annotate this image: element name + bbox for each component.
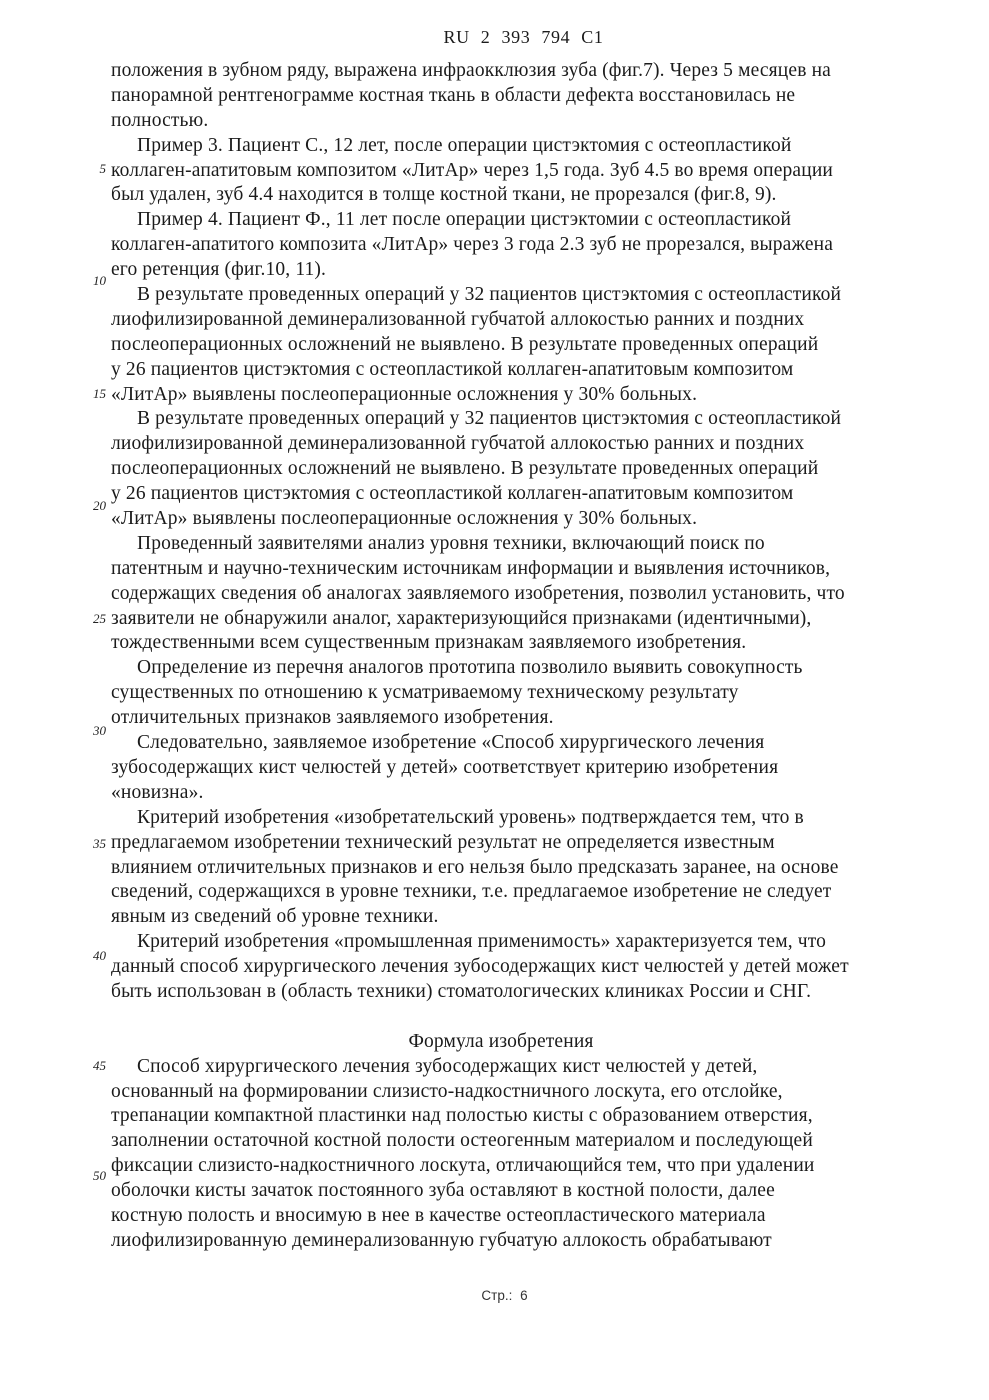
text-line: отличительных признаков заявляемого изобретения.	[111, 707, 554, 729]
claim-text-line: заполнении остаточной костной полости остеогенным материалом и последующей	[111, 1130, 813, 1152]
document-number: RU 2 393 794 C1	[443, 27, 604, 47]
text-line: послеоперационных осложнений не выявлено. В результате проведенных операций	[111, 458, 819, 480]
text-line: у 26 пациентов цистэктомия с остеопластикой коллаген-апатитовым композитом	[111, 358, 794, 380]
text-line: тождественными всем существенным признакам заявляемого изобретения.	[111, 632, 747, 654]
text-line: послеоперационных осложнений не выявлено. В результате проведенных операций	[111, 333, 819, 355]
text-line: влиянием отличительных признаков и его нельзя было предсказать заранее, на основе	[111, 856, 839, 878]
claim-text-line: Способ хирургического лечения зубосодержащих кист челюстей у детей,	[137, 1055, 758, 1077]
claim-text-line: костную полость и вносимую в нее в качестве остеопластического материала	[111, 1204, 766, 1226]
text-line: «ЛитАр» выявлены послеоперационные осложнения у 30% больных.	[111, 508, 698, 530]
text-line: его ретенция (фиг.10, 11).	[111, 259, 327, 281]
text-line: содержащих сведения об аналогах заявляемого изобретения, позволил установить, что	[111, 582, 845, 604]
text-line: панорамной рентгенограмме костная ткань в области дефекта восстановилась не	[111, 84, 796, 106]
margin-line-number: 45	[93, 1058, 106, 1073]
text-line: Определение из перечня аналогов прототипа позволило выявить совокупность	[137, 657, 803, 679]
text-line: зубосодержащих кист челюстей у детей» соответствует критерию изобретения	[111, 756, 779, 778]
claim-text-line: основанный на формировании слизисто-надкостничного лоскута, его отслойке,	[111, 1080, 783, 1102]
claim-text-line: лиофилизированную деминерализованную губчатую аллокость обрабатывают	[111, 1229, 772, 1251]
margin-line-number: 35	[93, 836, 106, 851]
text-line: предлагаемом изобретении технический результат не определяется известным	[111, 831, 775, 853]
text-line: В результате проведенных операций у 32 пациентов цистэктомия с остеопластикой	[137, 284, 842, 306]
text-line: быть использован в (область техники) стоматологических клиниках России и СНГ.	[111, 980, 812, 1002]
text-line: патентным и научно-техническим источникам информации и выявления источников,	[111, 557, 831, 579]
text-line: «новизна».	[111, 781, 204, 803]
margin-line-number: 50	[93, 1168, 106, 1183]
document-body	[111, 59, 891, 1254]
text-line: данный способ хирургического лечения зубосодержащих кист челюстей у детей может	[111, 956, 849, 978]
text-line: положения в зубном ряду, выражена инфраокклюзия зуба (фиг.7). Через 5 месяцев на	[111, 60, 831, 81]
margin-line-number: 25	[93, 611, 106, 626]
margin-line-number: 20	[93, 498, 106, 513]
margin-line-number: 10	[93, 273, 106, 288]
text-line: лиофилизированной деминерализованной губчатой аллокостью ранних и поздних	[111, 308, 805, 330]
text-line: коллаген-апатитого композита «ЛитАр» через 3 года 2.3 зуб не прорезался, выражена	[111, 234, 834, 256]
claim-text-line: фиксации слизисто-надкостничного лоскута, отличающийся тем, что при удалении	[111, 1155, 815, 1177]
margin-line-number: 40	[93, 948, 106, 963]
claim-text-line: оболочки кисты зачаток постоянного зуба оставляют в костной полости, далее	[111, 1180, 775, 1202]
text-line: заявители не обнаружили аналог, характеризующийся признаками (идентичными),	[111, 607, 812, 629]
formula-heading: Формула изобретения	[408, 1030, 594, 1052]
text-line: Следовательно, заявляемое изобретение «Способ хирургического лечения	[137, 732, 765, 754]
margin-line-number: 30	[93, 723, 106, 738]
text-line: у 26 пациентов цистэктомия с остеопластикой коллаген-апатитовым композитом	[111, 483, 794, 505]
text-line: Пример 3. Пациент С., 12 лет, после операции цистэктомия с остеопластикой	[137, 134, 792, 156]
text-line: Критерий изобретения «промышленная применимость» характеризуется тем, что	[137, 931, 827, 953]
text-line: «ЛитАр» выявлены послеоперационные осложнения у 30% больных.	[111, 383, 698, 405]
margin-line-number: 15	[93, 386, 106, 401]
text-line: сведений, содержащихся в уровне техники, т.е. предлагаемое изобретение не следует	[111, 881, 832, 903]
text-line: Проведенный заявителями анализ уровня техники, включающий поиск по	[137, 532, 765, 554]
text-line: явным из сведений об уровне техники.	[111, 906, 439, 928]
text-line: Критерий изобретения «изобретательский уровень» подтверждается тем, что в	[137, 806, 804, 828]
page-number: Стр.: 6	[481, 1288, 528, 1303]
claim-text-line: трепанации компактной пластинки над полостью кисты с образованием отверстия,	[111, 1105, 813, 1127]
text-line: был удален, зуб 4.4 находится в толще костной ткани, не прорезался (фиг.8, 9).	[111, 184, 777, 206]
margin-line-number: 5	[99, 161, 106, 176]
text-line: лиофилизированной деминерализованной губчатой аллокостью ранних и поздних	[111, 433, 805, 455]
text-line: полностью.	[111, 109, 209, 131]
text-line: существенных по отношению к усматриваемому техническому результату	[111, 682, 739, 704]
text-line: коллаген-апатитовым композитом «ЛитАр» через 1,5 года. Зуб 4.5 во время операции	[111, 159, 833, 181]
text-line: Пример 4. Пациент Ф., 11 лет после операции цистэктомии с остеопластикой	[137, 209, 792, 231]
text-line: В результате проведенных операций у 32 пациентов цистэктомия с остеопластикой	[137, 408, 842, 430]
blank-line	[111, 1005, 891, 1030]
